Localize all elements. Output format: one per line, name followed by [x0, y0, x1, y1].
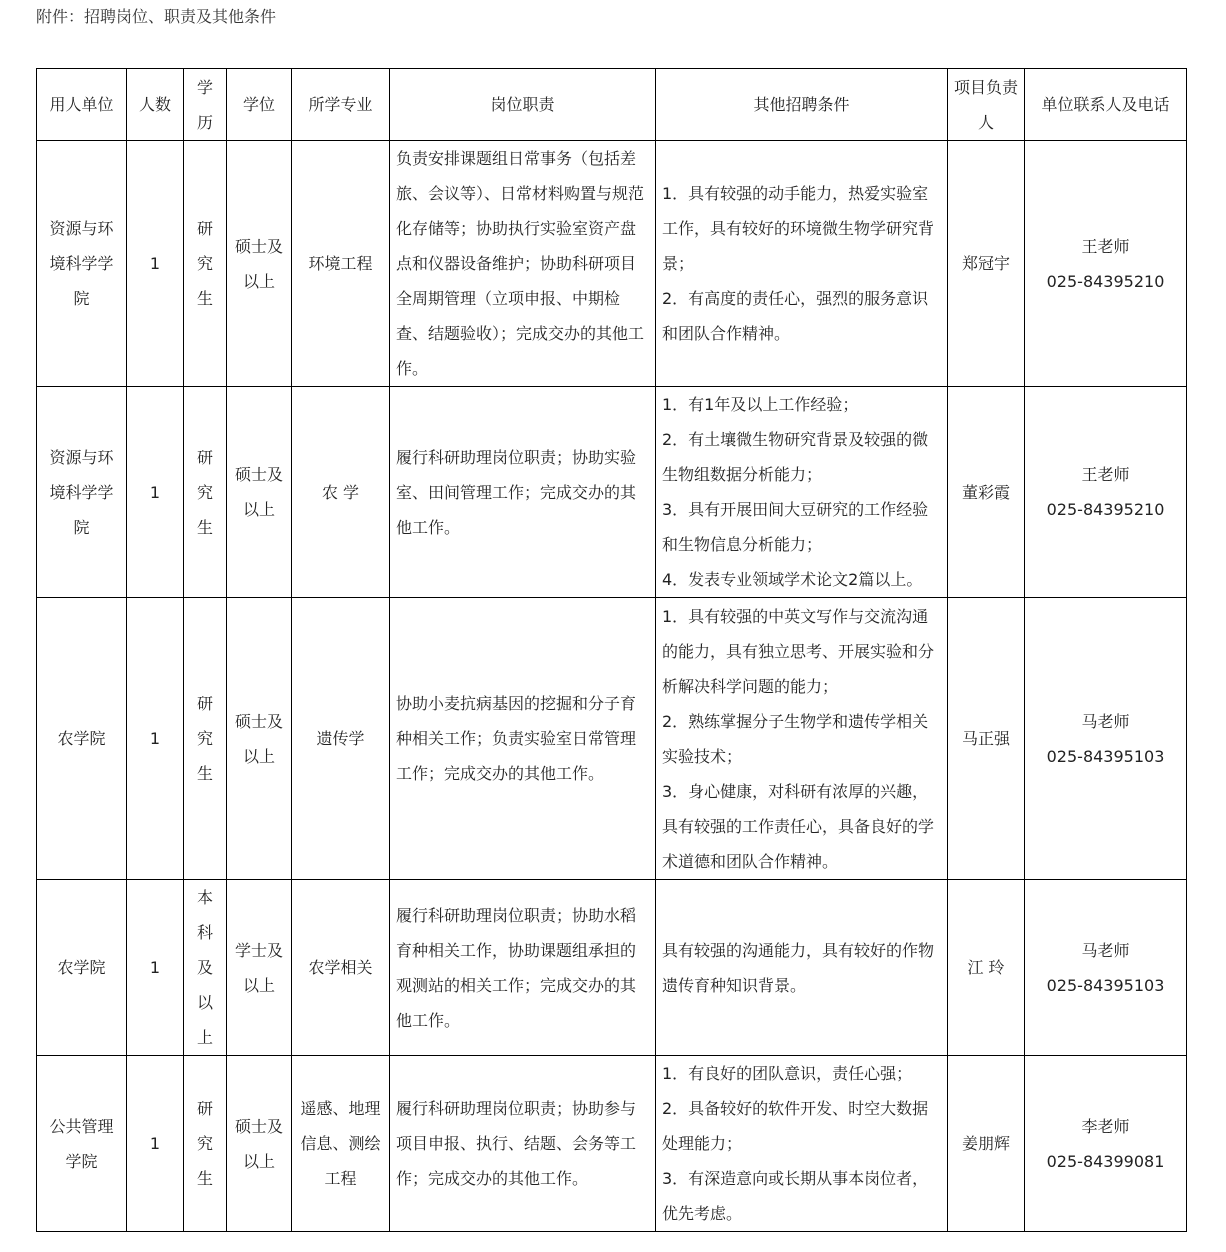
header-contact: 单位联系人及电话 — [1025, 69, 1187, 141]
cell-degree: 学士及以上 — [227, 880, 292, 1056]
cell-major: 农 学 — [292, 387, 390, 598]
cell-leader: 董彩霞 — [948, 387, 1025, 598]
cell-leader: 姜朋辉 — [948, 1056, 1025, 1232]
cell-unit: 农学院 — [37, 880, 127, 1056]
cell-duties: 协助小麦抗病基因的挖掘和分子育种相关工作；负责实验室日常管理工作；完成交办的其他工作。 — [390, 598, 656, 880]
contact-phone: 025-84395210 — [1046, 271, 1165, 291]
header-conditions: 其他招聘条件 — [656, 69, 948, 141]
cell-contact — [1025, 880, 1187, 1056]
cell-unit: 农学院 — [37, 598, 127, 880]
cell-leader: 江 玲 — [948, 880, 1025, 1056]
contact-phone: 025-84395103 — [1046, 975, 1165, 995]
cell-duties: 履行科研助理岗位职责；协助实验室、田间管理工作；完成交办的其他工作。 — [390, 387, 656, 598]
cell-count: 1 — [127, 598, 184, 880]
attachment-caption: 附件：招聘岗位、职责及其他条件 — [36, 7, 277, 26]
contact-name: 马老师 — [1081, 940, 1130, 960]
contact-name: 王老师 — [1081, 236, 1130, 256]
cell-conditions: 1．有1年及以上工作经验； 2．有土壤微生物研究背景及较强的微生物组数据分析能力； 3．具有开展田间大豆研究的工作经验和生物信息分析能力； 4．发表专业领域学术论文2篇以上。 — [656, 387, 948, 598]
cell-education: 研究生 — [184, 1056, 227, 1232]
cell-major: 环境工程 — [292, 141, 390, 387]
header-row — [37, 69, 1187, 141]
cell-leader: 马正强 — [948, 598, 1025, 880]
cell-duties: 负责安排课题组日常事务（包括差旅、会议等）、日常材料购置与规范化存储等；协助执行实验室资产盘点和仪器设备维护；协助科研项目全周期管理（立项申报、中期检查、结题验收）；完成交办的其他工作。 — [390, 141, 656, 387]
cell-contact — [1025, 141, 1187, 387]
contact-name: 李老师 — [1081, 1116, 1130, 1136]
cell-conditions: 1．具有较强的动手能力，热爱实验室工作，具有较好的环境微生物学研究背景； 2．有高度的责任心，强烈的服务意识和团队合作精神。 — [656, 141, 948, 387]
contact-phone: 025-84395210 — [1046, 500, 1165, 519]
cell-major: 农学相关 — [292, 880, 390, 1056]
cell-degree: 硕士及以上 — [227, 141, 292, 387]
cell-education: 本科及以上 — [184, 880, 227, 1056]
header-leader: 项目负责人 — [948, 69, 1025, 141]
cell-contact — [1025, 1056, 1187, 1232]
cell-conditions: 1．有良好的团队意识，责任心强； 2．具备较好的软件开发、时空大数据处理能力； 3．有深造意向或长期从事本岗位者，优先考虑。 — [656, 1056, 948, 1232]
header-education: 学历 — [184, 69, 227, 141]
cell-conditions: 1．具有较强的中英文写作与交流沟通的能力，具有独立思考、开展实验和分析解决科学问题的能力； 2．熟练掌握分子生物学和遗传学相关实验技术； 3．身心健康，对科研有浓厚的兴趣，具有较强的工作责任心，具备良好的学术道德和团队合作精神。 — [656, 598, 948, 880]
table-row — [37, 598, 1187, 880]
cell-unit: 公共管理学院 — [37, 1056, 127, 1232]
cell-major: 遥感、地理信息、测绘工程 — [292, 1056, 390, 1232]
table-row — [37, 1056, 1187, 1232]
cell-leader: 郑冠宇 — [948, 141, 1025, 387]
table-row — [37, 141, 1187, 387]
cell-duties: 履行科研助理岗位职责；协助水稻育种相关工作，协助课题组承担的观测站的相关工作；完成交办的其他工作。 — [390, 880, 656, 1056]
cell-count: 1 — [127, 141, 184, 387]
table-row — [37, 387, 1187, 598]
cell-unit: 资源与环境科学学院 — [37, 387, 127, 598]
cell-unit: 资源与环境科学学院 — [37, 141, 127, 387]
cell-contact — [1025, 387, 1187, 598]
cell-education: 研究生 — [184, 598, 227, 880]
cell-contact — [1025, 598, 1187, 880]
recruitment-table — [36, 68, 1187, 1232]
cell-count: 1 — [127, 1056, 184, 1232]
header-count: 人数 — [127, 69, 184, 141]
cell-education: 研究生 — [184, 387, 227, 598]
header-degree: 学位 — [227, 69, 292, 141]
contact-phone: 025-84395103 — [1046, 746, 1165, 766]
cell-degree: 硕士及以上 — [227, 598, 292, 880]
cell-conditions: 具有较强的沟通能力，具有较好的作物遗传育种知识背景。 — [656, 880, 948, 1056]
cell-count: 1 — [127, 387, 184, 598]
cell-count: 1 — [127, 880, 184, 1056]
cell-degree: 硕士及以上 — [227, 1056, 292, 1232]
table-row — [37, 880, 1187, 1056]
header-unit: 用人单位 — [37, 69, 127, 141]
header-major: 所学专业 — [292, 69, 390, 141]
cell-major: 遗传学 — [292, 598, 390, 880]
contact-phone: 025-84399081 — [1046, 1151, 1165, 1171]
contact-name: 王老师 — [1081, 465, 1130, 484]
header-duties: 岗位职责 — [390, 69, 656, 141]
cell-duties: 履行科研助理岗位职责；协助参与项目申报、执行、结题、会务等工作；完成交办的其他工作。 — [390, 1056, 656, 1232]
cell-education: 研究生 — [184, 141, 227, 387]
contact-name: 马老师 — [1081, 711, 1130, 731]
cell-degree: 硕士及以上 — [227, 387, 292, 598]
